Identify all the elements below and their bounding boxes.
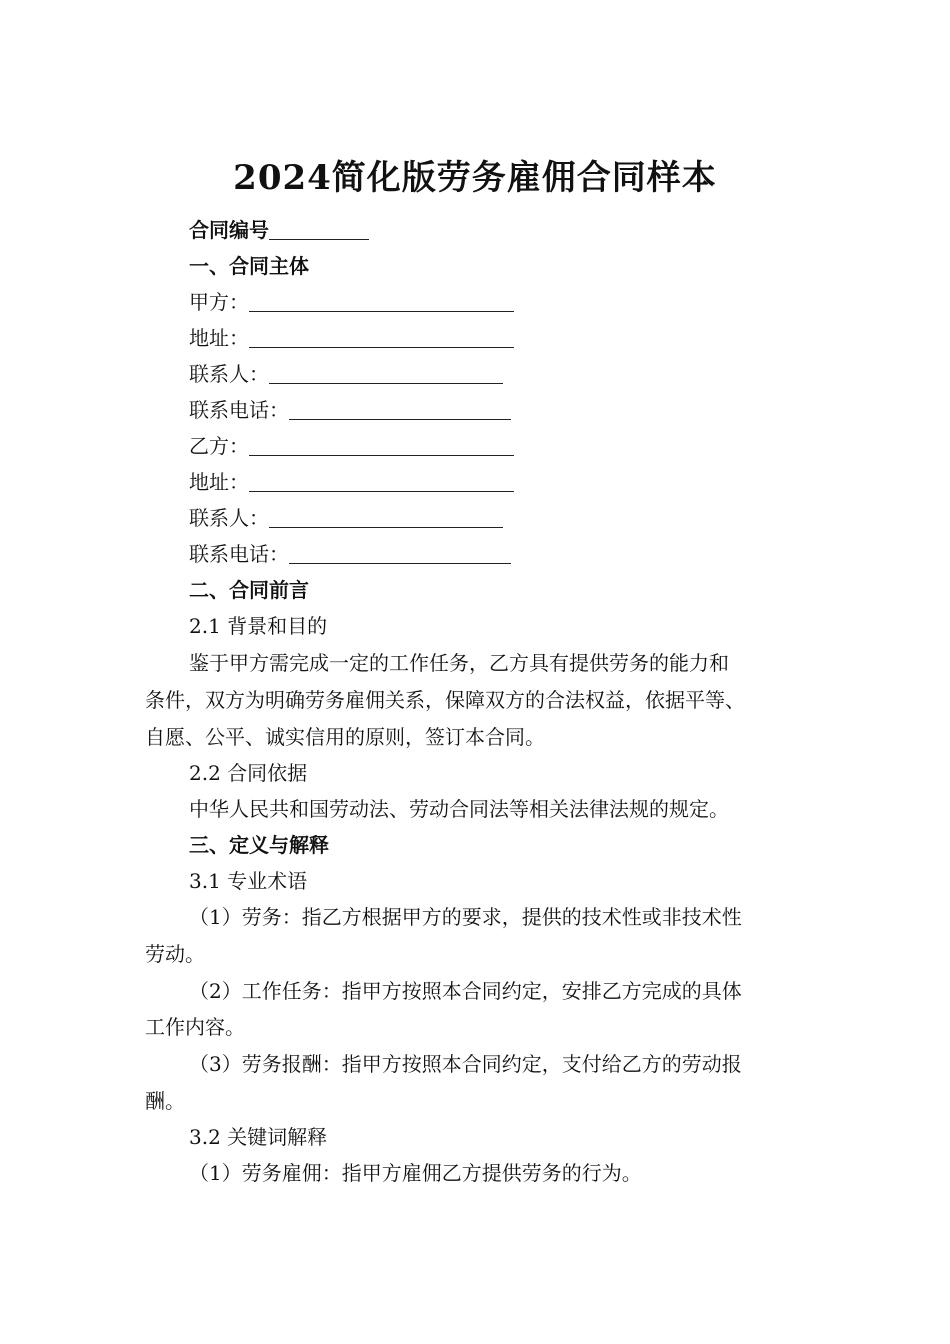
contract-number-line: [189, 216, 369, 244]
term-2-line-1: （2）工作任务：指甲方按照本合同约定，安排乙方完成的具体: [189, 979, 742, 1003]
party-b-line: [189, 432, 514, 460]
term-2-line-2: 工作内容。: [145, 1015, 245, 1039]
subsection-2-1-title: 2.1 背景和目的: [189, 614, 328, 638]
phone-b-blank[interactable]: [289, 543, 511, 564]
contract-number-label: 合同编号: [189, 218, 269, 242]
contact-a-line: [189, 360, 503, 388]
contact-a-blank[interactable]: [269, 363, 503, 384]
party-a-blank[interactable]: [249, 291, 514, 312]
subsection-3-2-title: 3.2 关键词解释: [189, 1125, 328, 1149]
contact-b-blank[interactable]: [269, 507, 503, 528]
party-b-label: 乙方：: [189, 434, 249, 458]
party-a-line: [189, 288, 514, 316]
phone-a-label: 联系电话：: [189, 398, 289, 422]
subsection-3-1-title: 3.1 专业术语: [189, 869, 308, 893]
section3-heading: 三、定义与解释: [189, 833, 329, 857]
section2-heading: 二、合同前言: [189, 578, 309, 602]
address-a-blank[interactable]: [249, 327, 514, 348]
section1-heading: 一、合同主体: [189, 254, 309, 278]
contact-b-line: [189, 504, 503, 532]
contact-b-label: 联系人：: [189, 506, 269, 530]
phone-b-label: 联系电话：: [189, 542, 289, 566]
phone-b-line: [189, 540, 511, 568]
paragraph-2-1-line-1: 鉴于甲方需完成一定的工作任务，乙方具有提供劳务的能力和: [189, 651, 729, 675]
phone-a-line: [189, 396, 511, 424]
term-3-line-1: （3）劳务报酬：指甲方按照本合同约定，支付给乙方的劳动报: [189, 1052, 742, 1076]
keyword-1-line-1: （1）劳务雇佣：指甲方雇佣乙方提供劳务的行为。: [189, 1161, 642, 1185]
address-a-label: 地址：: [189, 326, 249, 350]
party-b-blank[interactable]: [249, 435, 514, 456]
term-1-line-1: （1）劳务：指乙方根据甲方的要求，提供的技术性或非技术性: [189, 905, 742, 929]
subsection-2-2-title: 2.2 合同依据: [189, 761, 308, 785]
contract-number-blank[interactable]: [269, 219, 369, 240]
paragraph-2-1-line-2: 条件，双方为明确劳务雇佣关系，保障双方的合法权益，依据平等、: [145, 688, 745, 712]
term-3-line-2: 酬。: [145, 1089, 185, 1113]
address-b-line: [189, 468, 514, 496]
address-a-line: [189, 324, 514, 352]
contact-a-label: 联系人：: [189, 362, 269, 386]
paragraph-2-2-line-1: 中华人民共和国劳动法、劳动合同法等相关法律法规的规定。: [189, 797, 729, 821]
paragraph-2-1-line-3: 自愿、公平、诚实信用的原则，签订本合同。: [145, 725, 545, 749]
phone-a-blank[interactable]: [289, 399, 511, 420]
address-b-blank[interactable]: [249, 471, 514, 492]
address-b-label: 地址：: [189, 470, 249, 494]
term-1-line-2: 劳动。: [145, 942, 205, 966]
party-a-label: 甲方：: [189, 290, 249, 314]
document-title: 2024简化版劳务雇佣合同样本: [233, 158, 717, 198]
